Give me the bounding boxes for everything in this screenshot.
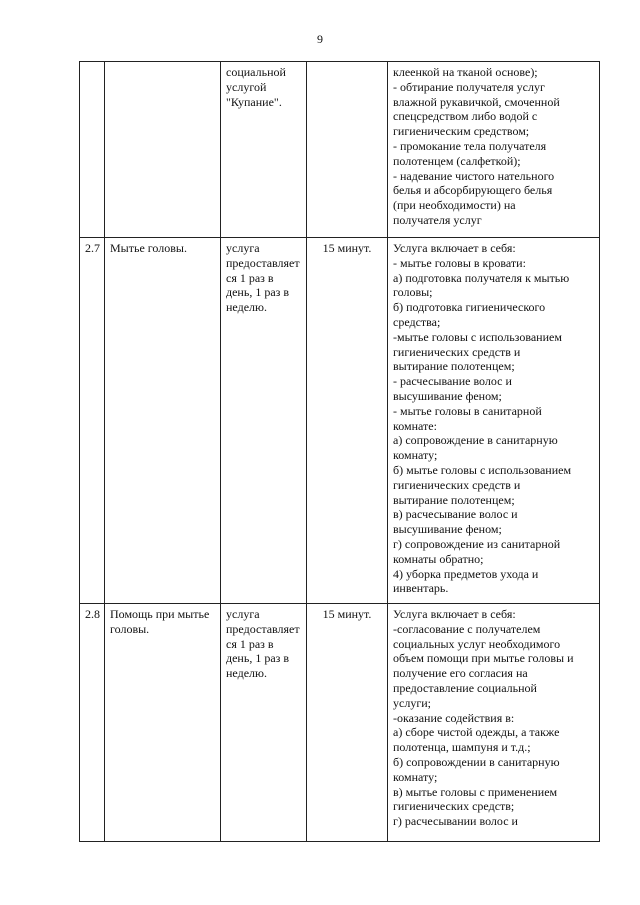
table-row (80, 238, 600, 604)
service-description-line: высушивание феном; (393, 388, 502, 403)
service-description-line: г) сопровождение из санитарной (393, 536, 561, 551)
row-number (80, 604, 105, 842)
service-description-line: получателя услуг (393, 212, 482, 227)
service-frequency-line: предоставляет (226, 255, 300, 270)
service-name (105, 62, 221, 238)
service-frequency-line: "Купание". (226, 94, 282, 109)
service-time (307, 604, 388, 842)
row-number (80, 238, 105, 604)
service-description-line: комнаты обратно; (393, 551, 484, 566)
service-description-line: влажной рукавичкой, смоченной (393, 94, 560, 109)
service-description-line: а) подготовка получателя к мытью (393, 270, 570, 285)
service-name-line: Мытье головы. (110, 241, 187, 255)
service-description-line: - мытье головы в кровати: (393, 255, 526, 270)
service-description-line: высушивание феном; (393, 522, 502, 537)
service-description-line: услуги; (393, 695, 431, 710)
service-description (388, 62, 600, 238)
service-description-line: в) мытье головы с применением (393, 784, 558, 799)
service-description-line: - обтирание получателя услуг (393, 79, 545, 94)
service-name-line: головы. (110, 621, 150, 636)
table-row (80, 604, 600, 842)
service-frequency (221, 62, 307, 238)
service-description-line: вытирание полотенцем; (393, 359, 515, 374)
service-description-line: белья и абсорбирующего белья (393, 183, 553, 198)
service-description-line: полотенцем (салфеткой); (393, 153, 521, 168)
service-frequency-line: услуга (226, 607, 260, 621)
page-number: 9 (317, 32, 323, 46)
service-description-line: объем помощи при мытье головы и (393, 651, 574, 666)
service-name (105, 238, 221, 604)
service-description-line: Услуга включает в себя: (393, 607, 516, 621)
service-description-line: предоставление социальной (393, 680, 537, 695)
row-number-line: 2.8 (85, 607, 100, 621)
service-frequency-line: предоставляет (226, 621, 300, 636)
service-description-line: -согласование с получателем (393, 621, 541, 636)
service-description-line: комнату; (393, 769, 438, 784)
service-description-line: комнату; (393, 448, 438, 463)
service-frequency-line: социальной (226, 65, 286, 79)
services-table-body (80, 62, 600, 842)
service-description-line: средства; (393, 314, 441, 329)
service-description-line: в) расчесывание волос и (393, 507, 518, 522)
service-description-line: а) сопровождение в санитарную (393, 433, 558, 448)
service-time (307, 62, 388, 238)
service-time-line: 15 минут. (322, 241, 372, 255)
service-description-line: б) мытье головы с использованием (393, 462, 572, 477)
service-description-line: клеенкой на тканой основе); (393, 65, 538, 79)
service-description-line: комнате: (393, 418, 437, 433)
service-description-line: (при необходимости) на (393, 198, 516, 213)
service-description-line: -мытье головы с использованием (393, 329, 562, 344)
service-description-line: б) подготовка гигиенического (393, 300, 546, 315)
service-description-line: 4) уборка предметов ухода и (393, 566, 539, 581)
service-description-line: гигиеническим средством; (393, 124, 530, 139)
service-description-line: Услуга включает в себя: (393, 241, 516, 255)
service-frequency-line: ся 1 раз в (226, 270, 274, 285)
service-description-line: инвентарь. (393, 581, 449, 596)
service-description-line: гигиенических средств; (393, 799, 515, 814)
service-description-line: - промокание тела получателя (393, 138, 547, 153)
service-name (105, 604, 221, 842)
service-description-line: - надевание чистого нательного (393, 168, 555, 183)
service-description-line: вытирание полотенцем; (393, 492, 515, 507)
service-description (388, 238, 600, 604)
service-description-line: а) сборе чистой одежды, а также (393, 725, 560, 740)
service-frequency-line: неделю. (226, 666, 267, 681)
service-description-line: гигиенических средств и (393, 477, 521, 492)
service-description-line: - расчесывание волос и (393, 374, 512, 389)
service-description-line: головы; (393, 285, 433, 300)
service-time-line: 15 минут. (322, 607, 372, 621)
service-description-line: гигиенических средств и (393, 344, 521, 359)
service-description-line: - мытье головы в санитарной (393, 403, 542, 418)
services-table (79, 61, 600, 842)
service-frequency-line: ся 1 раз в (226, 636, 274, 651)
service-description-line: получение его согласия на (393, 666, 528, 681)
service-name-line: Помощь при мытье (110, 607, 210, 621)
service-description-line: социальных услуг необходимого (393, 636, 561, 651)
service-frequency-line: день, 1 раз в (226, 651, 290, 666)
row-number-line: 2.7 (85, 241, 100, 255)
service-frequency-line: услуга (226, 241, 260, 255)
service-frequency-line: день, 1 раз в (226, 285, 290, 300)
service-frequency-line: неделю. (226, 300, 267, 315)
service-description-line: г) расчесывании волос и (393, 814, 518, 829)
service-frequency (221, 604, 307, 842)
service-frequency (221, 238, 307, 604)
service-description-line: спецсредством либо водой с (393, 109, 538, 124)
service-frequency-line: услугой (226, 79, 267, 94)
service-description-line: -оказание содействия в: (393, 710, 515, 725)
row-number (80, 62, 105, 238)
service-description-line: б) сопровождении в санитарную (393, 754, 560, 769)
service-description-line: полотенца, шампуня и т.д.; (393, 740, 531, 755)
service-time (307, 238, 388, 604)
service-description (388, 604, 600, 842)
table-row (80, 62, 600, 238)
